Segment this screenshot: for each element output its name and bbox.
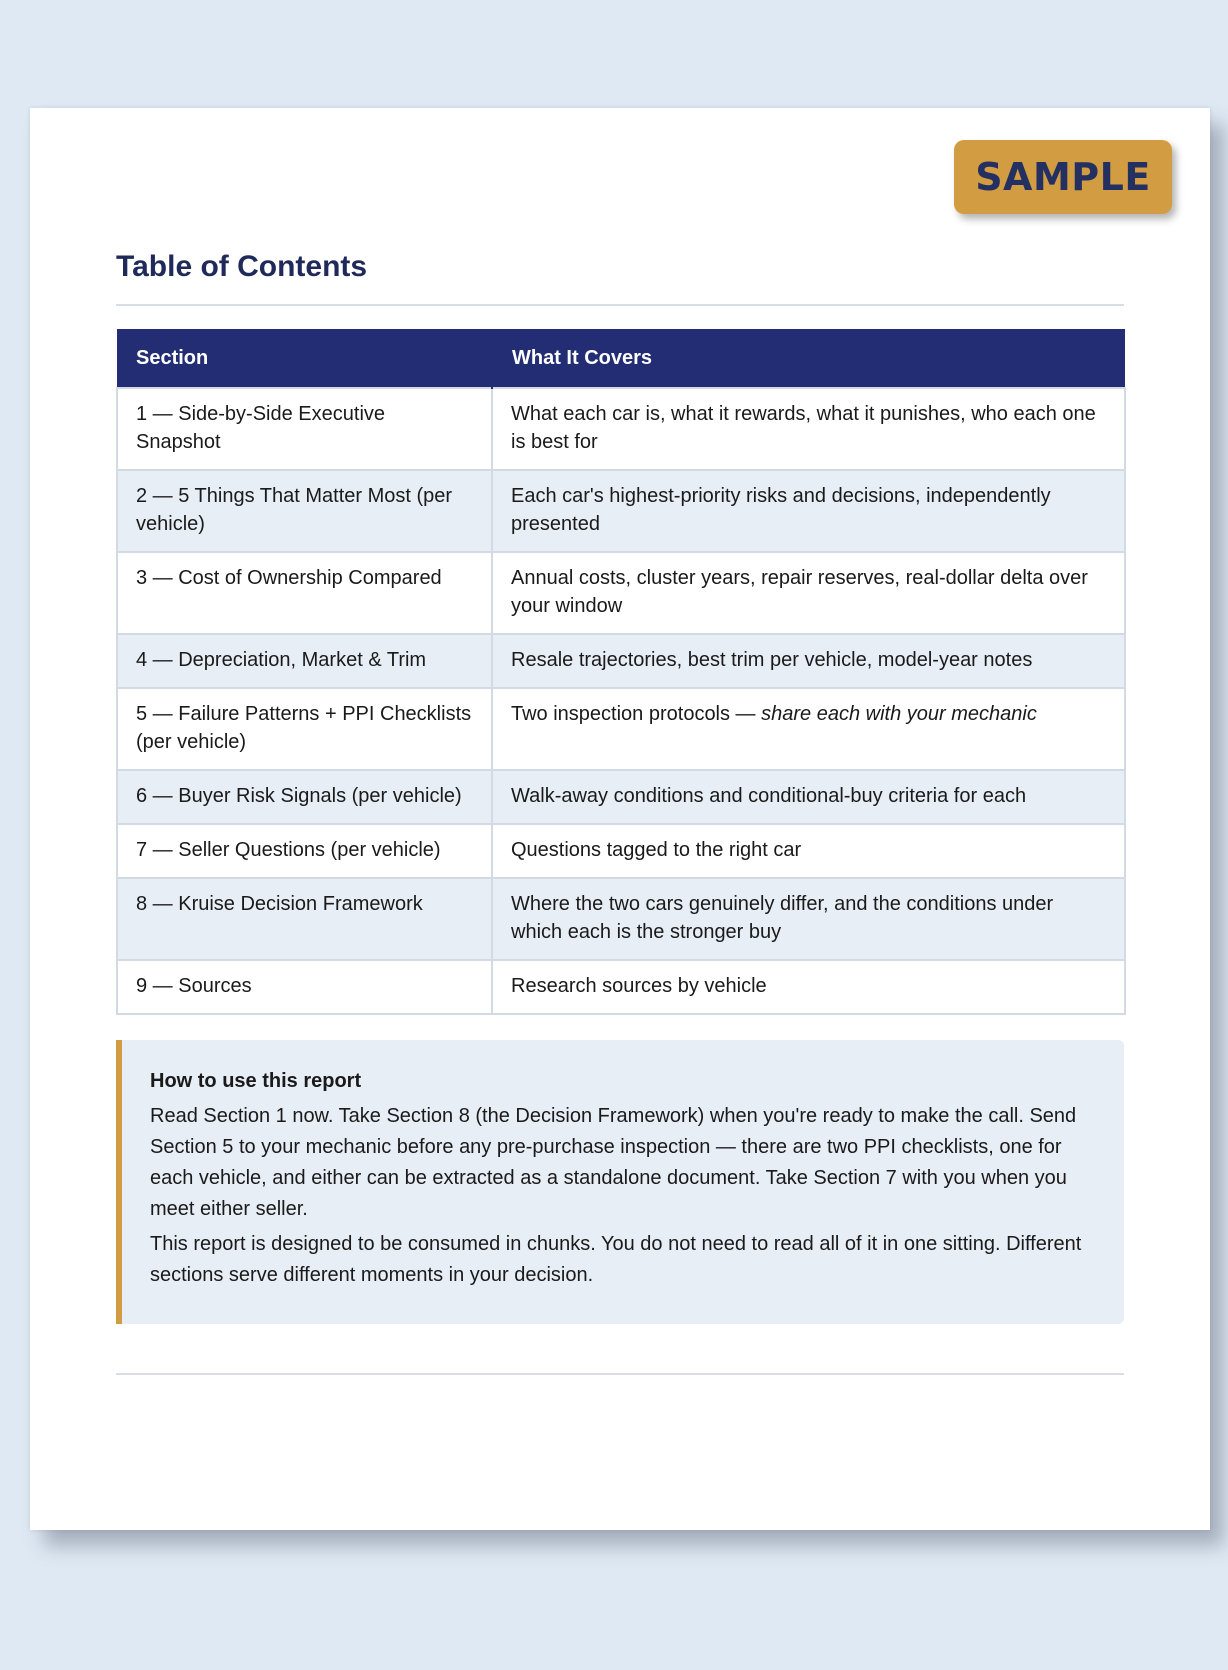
table-row xyxy=(117,770,1125,824)
footer-divider xyxy=(116,1373,1124,1375)
table-header-row xyxy=(117,329,1125,388)
covers-cell: Research sources by vehicle xyxy=(492,960,1125,1014)
section-cell: 4 — Depreciation, Market & Trim xyxy=(117,634,492,688)
page-title: Table of Contents xyxy=(116,250,368,283)
table-row xyxy=(117,960,1125,1014)
section-cell: 1 — Side-by-Side Executive Snapshot xyxy=(117,388,492,470)
section-cell: 8 — Kruise Decision Framework xyxy=(117,878,492,960)
section-cell: 9 — Sources xyxy=(117,960,492,1014)
covers-cell xyxy=(492,688,1125,770)
column-header-covers: What It Covers xyxy=(492,329,1125,388)
table-row xyxy=(117,688,1125,770)
table-row xyxy=(117,388,1125,470)
covers-cell: Questions tagged to the right car xyxy=(492,824,1125,878)
covers-cell: Resale trajectories, best trim per vehicle, model-year notes xyxy=(492,634,1125,688)
section-cell: 2 — 5 Things That Matter Most (per vehicle) xyxy=(117,470,492,552)
callout-paragraph: This report is designed to be consumed in chunks. You do not need to read all of it in one sitting. Different sections serve different moments in your decision. xyxy=(150,1233,1082,1286)
covers-cell: Each car's highest-priority risks and decisions, independently presented xyxy=(492,470,1125,552)
covers-text: Two inspection protocols — xyxy=(511,703,762,725)
table-row xyxy=(117,470,1125,552)
covers-cell: What each car is, what it rewards, what it punishes, who each one is best for xyxy=(492,388,1125,470)
covers-cell: Walk-away conditions and conditional-buy criteria for each xyxy=(492,770,1125,824)
section-cell: 6 — Buyer Risk Signals (per vehicle) xyxy=(117,770,492,824)
column-header-section: Section xyxy=(117,329,492,388)
table-row xyxy=(117,824,1125,878)
section-cell: 3 — Cost of Ownership Compared xyxy=(117,552,492,634)
covers-cell: Where the two cars genuinely differ, and the conditions under which each is the stronger buy xyxy=(492,878,1125,960)
covers-emphasis: share each with your mechanic xyxy=(761,703,1037,725)
covers-cell: Annual costs, cluster years, repair reserves, real-dollar delta over your window xyxy=(492,552,1125,634)
table-row xyxy=(117,878,1125,960)
table-row xyxy=(117,634,1125,688)
section-cell: 5 — Failure Patterns + PPI Checklists (per vehicle) xyxy=(117,688,492,770)
title-divider xyxy=(116,304,1124,306)
document-page xyxy=(30,108,1210,1530)
usage-callout xyxy=(116,1040,1124,1324)
callout-title: How to use this report xyxy=(150,1070,362,1092)
section-cell: 7 — Seller Questions (per vehicle) xyxy=(117,824,492,878)
callout-paragraph: Read Section 1 now. Take Section 8 (the Decision Framework) when you're ready to make the call. Send Section 5 to your mechanic before any pre-purchase inspection — there are two PPI checklists, one for each vehicle, and either can be extracted as a standalone document. Take Section 7 with you when you meet either seller. xyxy=(150,1105,1077,1220)
sample-stamp: SAMPLE xyxy=(954,140,1172,214)
table-row xyxy=(117,552,1125,634)
toc-table xyxy=(116,329,1126,1015)
